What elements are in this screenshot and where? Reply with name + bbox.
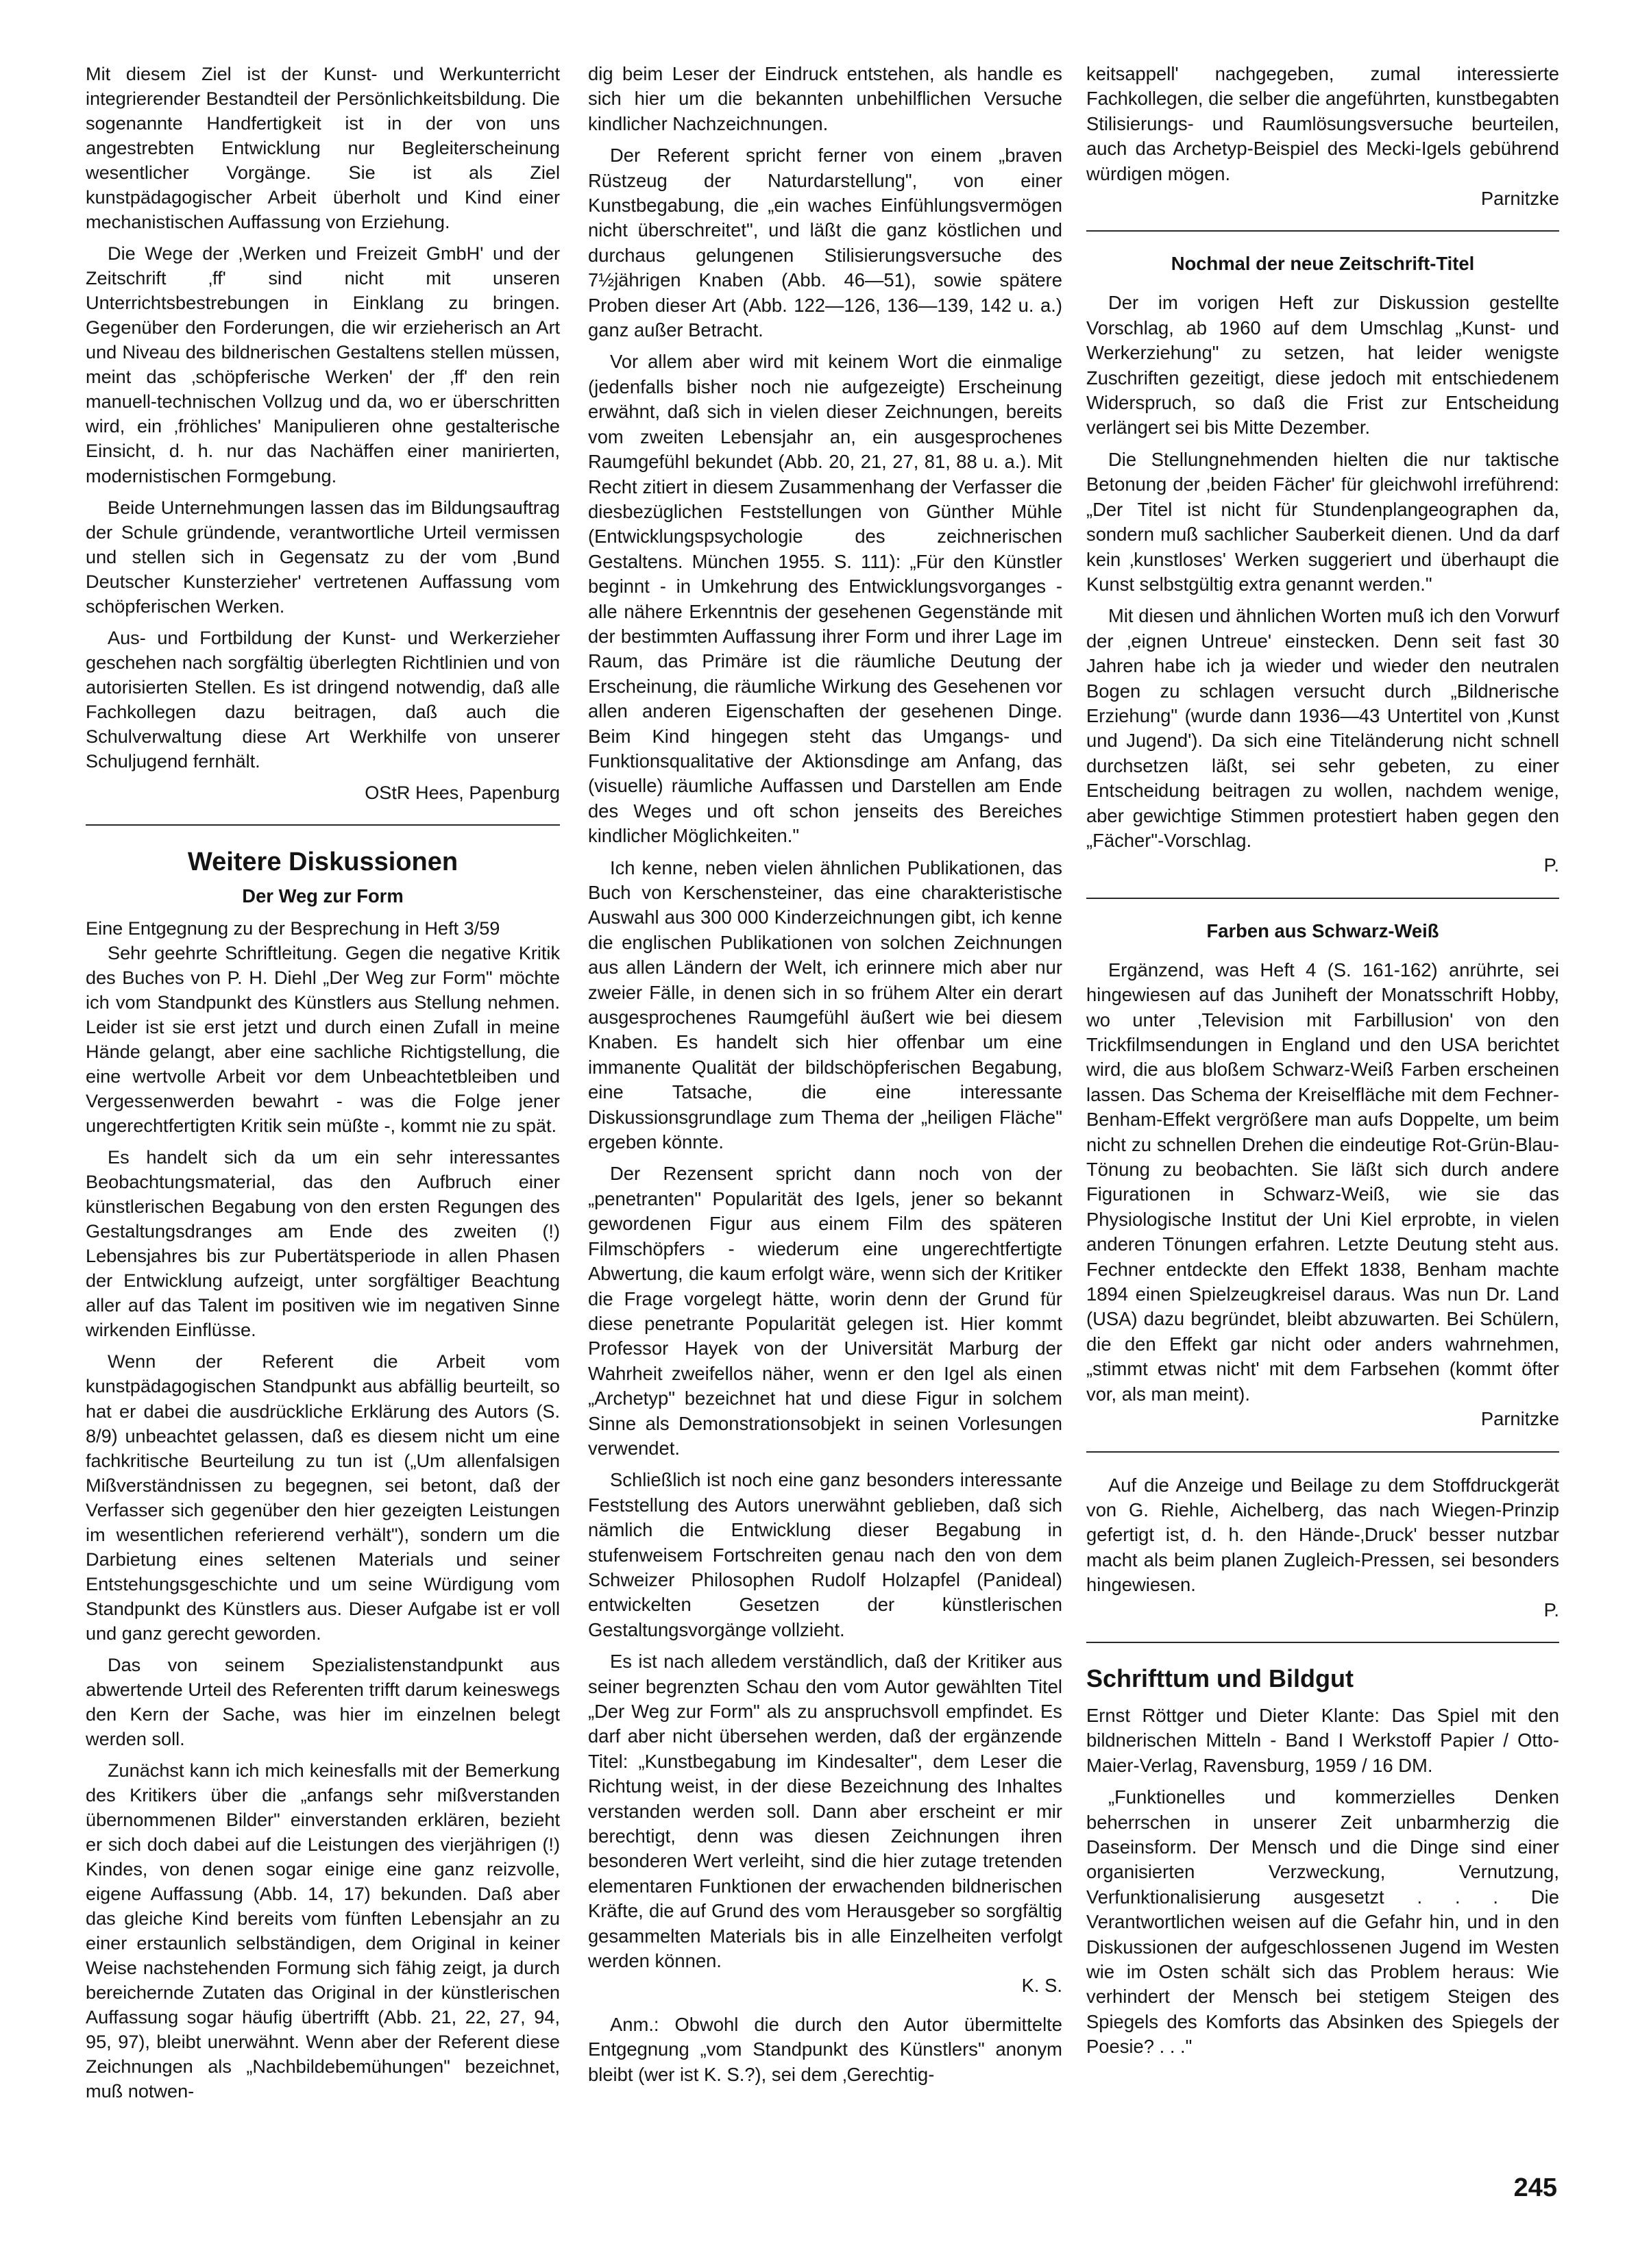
section-divider: [86, 824, 560, 826]
section-heading: Schrifttum und Bildgut: [1086, 1664, 1354, 1692]
column-right: [1086, 62, 1559, 2067]
paragraph: Es ist nach alledem verständlich, daß der Kritiker aus seiner begrenzten Schau den vom Autor gewählten Titel „Der Weg zur Form" als zu anspruchsvoll empfindet. Es darf aber nicht übersehen werden, daß der ergänzende Titel: „Kunstbegabung im Kindesalter", dem Leser die Richtung weist, in der diese Bezeichnung des Inhaltes verstanden werden soll. Dann aber erscheint er mir berechtigt, denn was diesen Zeichnungen ihren besonderen Wert verleiht, sind die hier zutage tretenden elementaren Funktionen der erwachenden bildnerischen Kräfte, die auf Grund des vom Herausgeber so sorgfältig gesammelten Materials bis in alle Einzelheiten verfolgt werden können.: [588, 1651, 1062, 1972]
signature: K. S.: [1021, 1975, 1062, 1997]
column-left: [86, 62, 560, 2110]
section-heading: Weitere Diskussionen: [187, 847, 459, 876]
signature: P.: [1543, 1599, 1559, 1620]
section-divider: [1086, 1451, 1559, 1453]
signature: Parnitzke: [1480, 188, 1559, 210]
signature: P.: [1543, 854, 1559, 876]
paragraph: Ergänzend, was Heft 4 (S. 161-162) anrührte, sei hingewiesen auf das Juniheft der Monatsschrift Hobby, wo unter ‚Television mit Farbillusion' von den Trickfilmsendungen in England und den USA berichtet wird, die aus bloßem Schwarz-Weiß Farben erscheinen lassen. Das Schema der Kreiselfläche mit dem Fechner-Benham-Effekt vergrößere man aufs Doppelte, um beim nicht zu schnellen Drehen die eindeutige Rot-Grün-Blau-Tönung zu beobachten. Sie läßt sich durch andere Figurationen in Schwarz-Weiß, wie sie das Physiologische Institut der Uni Kiel erprobte, in vielen anderen Tönungen erfahren. Letzte Deutung steht aus. Fechner entdeckte den Effekt 1838, Benham machte 1894 einen Spielzeugkreisel daraus. Was nun Dr. Land (USA) dazu begründet, bleibt abzuwarten. Bei Schülern, die den Effekt gar nicht oder anders wahrnehmen, „stimmt etwas nicht' mit dem Farbsehen (kommt öfter vor, als man meint).: [1086, 959, 1559, 1405]
signature: OStR Hees, Papenburg: [365, 781, 560, 803]
paragraph: keitsappell' nachgegeben, zumal interessierte Fachkollegen, die selber die angeführten, kunstbegabten Stilisierungs- und Raumlösungsversuche beurteilen, auch das Archetyp-Beispiel des Mecki-Igels gebührend würdigen mögen.: [1086, 63, 1559, 184]
paragraph: Schließlich ist noch eine ganz besonders interessante Feststellung des Autors unerwähnt geblieben, daß sich nämlich die Entwicklung dieser Begabung in stufenweisem Fortschreiten genau nach den von dem Schweizer Philosophen Rudolf Holzapfel (Panideal) entwickelten Gesetzen der künstlerischen Gestaltungsvorgänge vollzieht.: [588, 1469, 1062, 1640]
section-divider: [1086, 898, 1559, 899]
paragraph: Es handelt sich da um ein sehr interessantes Beobachtungsmaterial, das den Aufbruch einer künstlerischen Begabung von den ersten Regungen des Gestaltungsdranges am Ende des zweiten (!) Lebensjahres bis zur Pubertätsperiode in allen Phasen der Entwicklung aufzeigt, unter sorgfältiger Beachtung aller auf das Talent im positiven wie im negativen Sinne wirkenden Einflüsse.: [86, 1146, 560, 1341]
paragraph: Sehr geehrte Schriftleitung. Gegen die negative Kritik des Buches von P. H. Diehl „Der Weg zur Form" möchte ich vom Standpunkt des Künstlers aus Stellung nehmen. Leider ist sie erst jetzt und durch einen Zufall in meine Hände gelangt, aber eine sachliche Richtigstellung, die eine wertvolle Arbeit vor dem Unbeachtetbleiben und Vergessenwerden bewahrt - was die Folge jener ungerechtfertigten Kritik sein müßte -, kommt nie zu spät.: [86, 941, 560, 1137]
paragraph: Beide Unternehmungen lassen das im Bildungsauftrag der Schule gründende, verantwortliche Urteil vermissen und stellen sich in Gegensatz zu der vom ‚Bund Deutscher Kunsterzieher' vertretenen Auffassung vom schöpferischen Werken.: [86, 496, 560, 617]
paragraph: Der Referent spricht ferner von einem „braven Rüstzeug der Naturdarstellung", von einer Kunstbegabung, die „ein waches Einfühlungsvermögen nicht überschreitet", und läßt die ganz köstlichen und durchaus gelungenen Stilisierungsversuche des 7½jährigen Knaben (Abb. 46—51), sowie spätere Proben dieser Art (Abb. 122—126, 136—139, 142 u. a.) ganz außer Betracht.: [588, 145, 1062, 341]
paragraph: Die Stellungnehmenden hielten die nur taktische Betonung der ‚beiden Fächer' für gleichwohl irreführend: „Der Titel ist nicht für Stundenplangeographen da, sondern muß sachlicher Sauberkeit dienen. Und da darf kein ‚kunstloses' Werken suggeriert und überhaupt die Kunst selbstgültig extra genannt werden.": [1086, 448, 1559, 595]
paragraph: Wenn der Referent die Arbeit vom kunstpädagogischen Standpunkt aus abfällig beurteilt, so hat er dabei die ausdrückliche Erklärung des Autors (S. 8/9) unbeachtet gelassen, daß es diesem nicht um eine fachkritische Beurteilung zu tun ist („Um allenfalsigen Mißverständnissen zu begegnen, sei betont, daß der Verfasser sich gegenüber den hier gezeigten Leistungen im wesentlichen referierend verhält"), sondern um die Darbietung eines seltenen Materials und seiner Entstehungsgeschichte und um seine Würdigung vom Standpunkt des Künstlers aus. Dieser Aufgabe ist er voll und ganz gerecht geworden.: [86, 1351, 560, 1644]
paragraph: Das von seinem Spezialistenstandpunkt aus abwertende Urteil des Referenten trifft darum keineswegs den Kern der Sache, was hier im einzelnen belegt werden soll.: [86, 1653, 560, 1749]
paragraph: Anm.: Obwohl die durch den Autor übermittelte Entgegnung „vom Standpunkt des Künstlers" anonym bleibt (wer ist K. S.?), sei dem ‚Gerechtig-: [588, 2013, 1062, 2085]
paragraph: Auf die Anzeige und Beilage zu dem Stoffdruckgerät von G. Riehle, Aichelberg, das nach Wiegen-Prinzip gefertigt ist, d. h. den Hände-‚Druck' besser nutzbar macht als beim planen Zugleich-Pressen, sei besonders hingewiesen.: [1086, 1474, 1559, 1596]
paragraph: Die Wege der ‚Werken und Freizeit GmbH' und der Zeitschrift ‚ff' sind nicht mit unseren Unterrichtsbestrebungen in Einklang zu bringen. Gegenüber den Forderungen, die wir erzieherisch an Art und Niveau des bildnerischen Gestaltens stellen müssen, meint das ‚schöpferische Werken' der ‚ff' den rein manuell-technischen Vollzug und da, wo er überschritten wird, ein ‚fröhliches' Manipulieren ohne gestalterische Einsicht, d. h. nur das Nachäffen einer manirierten, modernistischen Formgebung.: [86, 243, 560, 486]
paragraph: Der Rezensent spricht dann noch von der „penetranten" Popularität des Igels, jener so bekannt gewordenen Figur aus einem Film des späteren Filmschöpfers - wiederum eine ungerechtfertigte Abwertung, die kaum erfolgt wäre, wenn sich der Kritiker die Frage vorgelegt hätte, worin denn der Grund für diese penetrante Popularität gelegen ist. Hier kommt Professor Hayek von der Universität Marburg der Wahrheit zweifellos näher, wenn er den Igel als einen „Archetyp" bezeichnet hat und diese Figur in solchem Sinne als Demonstrationsobjekt in seinen Vorlesungen verwendet.: [588, 1163, 1062, 1459]
paragraph: Ich kenne, neben vielen ähnlichen Publikationen, das Buch von Kerschensteiner, das eine charakteristische Auswahl aus 300 000 Kinderzeichnungen gibt, ich kenne die englischen Publikationen von solchen Zeichnungen aus allen Ländern der Welt, ich erinnere mich aber nur zweier Fälle, in denen sich in so frühem Alter ein derart ausgesprochenes Raumgefühl äußert wie bei diesem Knaben. Es handelt sich hier offenbar um eine immanente Qualität der bildschöpferischen Begabung, eine Tatsache, die eine interessante Diskussionsgrundlage zum Thema der „heiligen Fläche" ergeben könnte.: [588, 856, 1062, 1153]
paragraph: Mit diesem Ziel ist der Kunst- und Werkunterricht integrierender Bestandteil der Persönlichkeitsbildung. Die sogenannte Handfertigkeit ist in der von uns angestrebten Entwicklung nur Begleiterscheinung wesentlicher Vorgänge. Sie ist als Ziel kunstpädagogischer Arbeit überholt und Kind einer mechanistischen Auffassung von Erziehung.: [86, 63, 560, 233]
section-divider: [1086, 230, 1559, 232]
paragraph: Zunächst kann ich mich keinesfalls mit der Bemerkung des Kritikers über die „anfangs sehr mißverstanden übernommenen Bilder" einverstanden erklären, bezieht er sich doch dabei auf die Leistungen des vierjährigen (!) Kindes, von denen sogar einige eine ganz reizvolle, eigene Auffassung (Abb. 14, 17) bekunden. Daß aber das gleiche Kind bereits vom fünften Lebensjahr an zu einer erstaunlich selbständigen, dem Original in keiner Weise nachstehenden Formung sich fähig zeigt, ja durch bereichernde Zutaten das Original in der künstlerischen Auffassung sogar häufig übertrifft (Abb. 21, 22, 27, 94, 95, 97), bleibt unerwähnt. Wenn aber der Referent diese Zeichnungen als „Nachbildebemühungen" bezeichnet, muß notwen-: [86, 1759, 560, 2102]
column-middle: [588, 62, 1062, 2094]
paragraph: Aus- und Fortbildung der Kunst- und Werkerzieher geschehen nach sorgfältig überlegten Richtlinien und von autorisierten Stellen. Es ist dringend notwendig, daß alle Fachkollegen dazu beitragen, daß auch die Schulverwaltung diese Art Werkhilfe von unserer Schuljugend fernhält.: [86, 626, 560, 772]
section-heading: Nochmal der neue Zeitschrift-Titel: [1171, 253, 1475, 275]
paragraph: Mit diesen und ähnlichen Worten muß ich den Vorwurf der ‚eignen Untreue' einstecken. Denn seit fast 30 Jahren habe ich ja wieder und wieder den neutralen Bogen zu schlagen versucht durch „Bildnerische Erziehung" (wurde dann 1936—43 Untertitel von ‚Kunst und Jugend'). Da sich eine Titeländerung nicht schnell durchsetzen läßt, sei sehr gebeten, zu einer Entscheidung beitragen zu wollen, nachdem wenige, aber gewichtige Stimmen protestiert haben gegen den „Fächer"-Vorschlag.: [1086, 605, 1559, 851]
paragraph: Ernst Röttger und Dieter Klante: Das Spiel mit den bildnerischen Mitteln - Band I Werkstoff Papier / Otto-Maier-Verlag, Ravensburg, 1959 / 16 DM.: [1086, 1704, 1559, 1776]
paragraph: Vor allem aber wird mit keinem Wort die einmalige (jedenfalls bisher noch nie aufgezeigte) Erscheinung erwähnt, daß sich in vielen dieser Zeichnungen, bereits vom zweiten Lebensjahr an, ein ausgesprochenes Raumgefühl bekundet (Abb. 20, 21, 27, 81, 88 u. a.). Mit Recht zitiert in diesem Zusammenhang der Verfasser die diesbezüglichen Feststellungen von Günther Mühle (Entwicklungspsychologie des zeichnerischen Gestaltens. München 1955. S. 111): „Für den Künstler beginnt - in Umkehrung des Entwicklungsvorganges - alle nähere Erkenntnis der gesehenen Gegenstände mit der bestimmten Auffassung ihrer Form und ihrer Lage im Raum, das Primäre ist die räumliche Deutung der Erscheinung, die räumliche Wirkung des Gesehenen vor allen anderen Eigenschaften der gesehenen Dinge. Beim Kind hingegen steht das Umgangs- und Funktionsqualitative der Aktionsdinge am Anfang, das (visuelle) räumliche Auffassen und Darstellen am Ende des Weges und oft schon jenseits des Bereiches kindlicher Möglichkeiten.": [588, 351, 1062, 847]
section-heading: Farben aus Schwarz-Weiß: [1206, 920, 1439, 941]
page-number: 245: [1513, 2173, 1557, 2202]
paragraph: Eine Entgegnung zu der Besprechung in Heft 3/59: [86, 917, 500, 939]
section-divider: [1086, 1642, 1559, 1643]
signature: Parnitzke: [1480, 1408, 1559, 1430]
paragraph: Der im vorigen Heft zur Diskussion gestellte Vorschlag, ab 1960 auf dem Umschlag „Kunst- und Werkerziehung" zu setzen, hat leider wenigste Zuschriften gezeitigt, diese jedoch mit entschiedenem Widerspruch, so daß die Frist zur Entscheidung verlängert sei bis Mitte Dezember.: [1086, 292, 1559, 439]
paragraph: dig beim Leser der Eindruck entstehen, als handle es sich hier um die bekannten unbehilflichen Versuche kindlicher Nachzeichnungen.: [588, 63, 1062, 134]
paragraph: „Funktionelles und kommerzielles Denken beherrschen in unserer Zeit unbarmherzig die Daseinsform. Der Mensch und die Dinge sind einer organisierten Verzweckung, Vernutzung, Verfunktionalisierung ausgesetzt . . . Die Verantwortlichen weisen auf die Gefahr hin, und in den Diskussionen der aufgeschlossenen Jugend im Westen wie im Osten schält sich das Problem heraus: Wie verhindert der Mensch bei stetigem Steigen des Spiegels des Komforts das Absinken des Spiegels der Poesie? . . .": [1086, 1786, 1559, 2058]
section-subheading: Der Weg zur Form: [242, 885, 404, 907]
